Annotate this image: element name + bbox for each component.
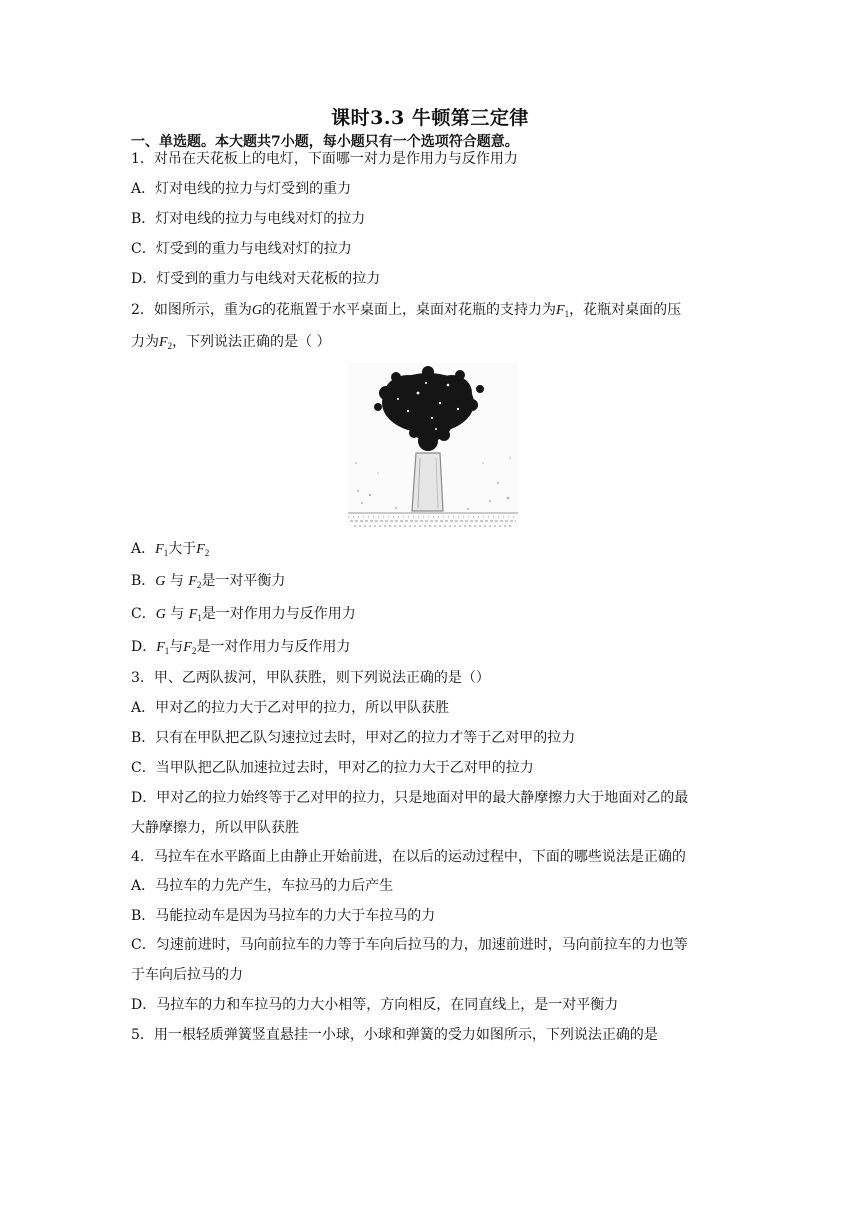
text-run: 与: [169, 639, 184, 655]
question-4-option-c-cont: 于车向后拉马的力: [131, 967, 243, 983]
symbol-subscript: 1: [163, 548, 169, 558]
symbol-subscript: 1: [564, 309, 570, 319]
symbol-f1: [155, 542, 168, 557]
question-3-option-a: A．甲对乙的拉力大于乙对甲的拉力，所以甲队获胜: [131, 700, 450, 716]
question-4-option-a: A．马拉车的力先产生，车拉马的力后产生: [131, 878, 394, 894]
symbol-subscript: 2: [204, 548, 210, 558]
option-label: C．: [131, 606, 156, 622]
question-3-option-d: D．甲对乙的拉力始终等于乙对甲的拉力，只是地面对甲的最大静摩擦力大于地面对乙的最: [131, 790, 689, 806]
question-1-option-d: D．灯受到的重力与电线对天花板的拉力: [131, 271, 381, 287]
symbol-g: G: [155, 574, 166, 589]
question-4-option-d: D．马拉车的力和车拉马的力大小相等，方向相反，在同直线上，是一对平衡力: [131, 997, 619, 1013]
question-2-stem-line1: [131, 301, 681, 320]
section-heading: 一、单选题。本大题共7小题，每小题只有一个选项符合题意。: [131, 134, 519, 150]
question-2-stem-line2: [131, 333, 331, 352]
symbol-letter: F: [188, 607, 198, 622]
symbol-f2: [183, 640, 196, 655]
flower-vase-figure: [348, 363, 518, 528]
text-run: 的花瓶置于水平桌面上，桌面对花瓶的支持力为: [262, 302, 557, 318]
symbol-g: G: [251, 303, 263, 318]
symbol-letter: F: [196, 542, 205, 557]
question-4-stem: 4．马拉车在水平路面上由静止开始前进，在以后的运动过程中，下面的哪些说法是正确的: [131, 849, 686, 865]
text-run: 是一对平衡力: [201, 573, 286, 589]
question-1-option-c: C．灯受到的重力与电线对灯的拉力: [131, 241, 352, 257]
option-label: A．: [131, 541, 156, 557]
question-3-option-c: C．当甲队把乙队加速拉过去时，甲对乙的拉力大于乙对甲的拉力: [131, 760, 534, 776]
option-label: B．: [131, 573, 156, 589]
symbol-g: G: [155, 607, 166, 622]
symbol-f1: [156, 640, 169, 655]
question-3-option-d-cont: 大静摩擦力，所以甲队获胜: [131, 820, 299, 836]
symbol-letter: F: [156, 640, 165, 655]
option-label: D．: [131, 639, 157, 655]
symbol-subscript: 2: [196, 580, 202, 590]
question-3-stem: 3．甲、乙两队拔河，甲队获胜，则下列说法正确的是（）: [131, 670, 490, 686]
question-4-option-c: C．匀速前进时，马向前拉车的力等于车向后拉马的力，加速前进时，马向前拉车的力也等: [131, 937, 688, 953]
text-run: 是一对作用力与反作用力: [201, 606, 356, 622]
symbol-subscript: 2: [191, 646, 197, 656]
symbol-f2: [159, 335, 172, 350]
question-1-option-a: A．灯对电线的拉力与灯受到的重力: [131, 181, 352, 197]
symbol-f2: [196, 542, 209, 557]
text-run: 力为: [131, 334, 159, 350]
symbol-letter: F: [159, 335, 168, 350]
question-2-option-a: [131, 540, 209, 559]
text-run: 是一对作用力与反作用力: [196, 639, 351, 655]
symbol-subscript: 1: [197, 613, 202, 623]
text-run: 2．如图所示，重为: [131, 302, 252, 318]
question-2-option-c: [131, 605, 356, 624]
text-run: ，花瓶对桌面的压: [569, 302, 682, 318]
question-1-stem: 1．对吊在天花板上的电灯，下面哪一对力是作用力与反作用力: [131, 151, 518, 167]
symbol-subscript: 1: [164, 646, 170, 656]
symbol-letter: F: [155, 542, 164, 557]
question-4-option-b: B．马能拉动车是因为马拉车的力大于车拉马的力: [131, 908, 436, 924]
question-2-option-b: [131, 572, 285, 591]
question-5-stem: 5．用一根轻质弹簧竖直悬挂一小球，小球和弹簧的受力如图所示，下列说法正确的是: [131, 1027, 658, 1043]
symbol-letter: F: [556, 303, 565, 318]
text-run: ，下列说法正确的是（ ）: [172, 334, 331, 350]
symbol-letter: F: [183, 640, 192, 655]
text-run: 大于: [168, 541, 197, 557]
symbol-f1: [556, 303, 569, 318]
symbol-letter: F: [188, 574, 197, 589]
text-run: 与: [165, 573, 189, 589]
text-run: 与: [165, 606, 189, 622]
question-3-option-b: B．只有在甲队把乙队匀速拉过去时，甲对乙的拉力才等于乙对甲的拉力: [131, 730, 576, 746]
page-title: 课时3.3 牛顿第三定律: [331, 107, 529, 129]
vase: [412, 453, 443, 511]
question-1-option-b: B．灯对电线的拉力与电线对灯的拉力: [131, 211, 366, 227]
symbol-f1: [189, 607, 202, 622]
symbol-f2: [188, 574, 201, 589]
symbol-subscript: 2: [167, 341, 173, 351]
question-2-option-d: [131, 638, 350, 657]
